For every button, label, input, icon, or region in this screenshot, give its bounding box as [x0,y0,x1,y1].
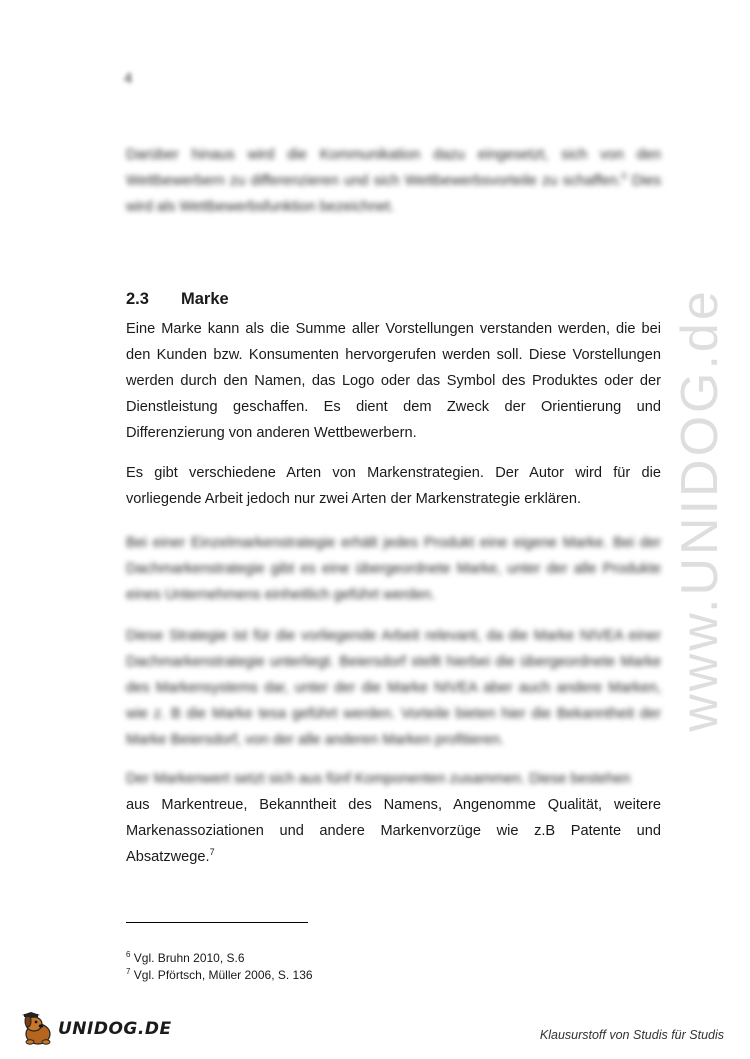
unidog-logo [20,1012,172,1046]
logo-text: UNIDOG.DE [58,1019,172,1039]
footnote-ref-7: 7 [209,847,215,858]
page-number: 4 [124,70,133,87]
paragraph-markenwert: Der Markenwert setzt sich aus fünf Komponenten zusammen. Diese bestehen aus Markentreue, Bekanntheit des Namens, Angenomme Qualität, weitere Markenassoziationen und andere Markenvorzüge wie z.B Patente und Absatzwege.$^7$ [126,771,661,865]
footnote-ref-6: 6 [621,171,627,182]
footnote-separator [126,922,308,923]
dog-mascot-icon [20,1012,56,1046]
section-title: Marke [181,290,229,308]
section-number: 2.3 [126,290,149,308]
section-heading [126,290,229,309]
footnotes [126,950,313,984]
paragraph-dachmarke: Diese Strategie ist für die vorliegende Arbeit relevant, da die Marke NIVEA einer Dachmarkenstrategie unterliegt. Beiersdorf stellt hierbei die übergeordnete Marke des Markensystems dar, unter der die Marke NIVEA aber auch andere Marken, wie z. B die Marke tesa geführt werden. Vorteile bieten hier die Bekanntheit der Marke Beiersdorf, von der alle anderen Marken profitieren. [126,628,661,748]
footer-tagline: Klausurstoff von Studis für Studis [539,1028,724,1042]
footnote-6: $^6$ Vgl. Bruhn 2010, S.6 [126,950,245,965]
paragraph-einzelmarke: Bei einer Einzelmarkenstrategie erhält jedes Produkt eine eigene Marke. Bei der Dachmarkenstrategie gibt es eine übergeordnete Marke, unter der alle Produkte eines Unternehmens einheitlich geführt werden. [126,535,661,603]
watermark: www.UNIDOG.de [671,288,729,732]
paragraph-marke-definition: Eine Marke kann als die Summe aller Vorstellungen verstanden werden, die bei den Kunden bzw. Konsumenten hervorgerufen werden soll. Diese Vorstellungen werden durch den Namen, das Logo oder das Symbol des Produktes oder der Dienstleistung geschaffen. Es dient dem Zweck der Orientierung und Differenzierung von anderen Wettbewerbern. [126,321,661,441]
paragraph-markenstrategien: Es gibt verschiedene Arten von Markenstrategien. Der Autor wird für die vorliegende Arbeit jedoch nur zwei Arten der Markenstrategie erklären. [126,465,661,507]
paragraph-intro: Darüber hinaus wird die Kommunikation dazu eingesetzt, sich von den Wettbewerbern zu differenzieren und sich Wettbewerbsvorteile zu schaffen.$^6$ Dies wird als Wettbewerbsfunktion bezeichnet. [126,147,662,215]
footnote-7: $^7$ Vgl. Pförtsch, Müller 2006, S. 136 [126,967,313,982]
